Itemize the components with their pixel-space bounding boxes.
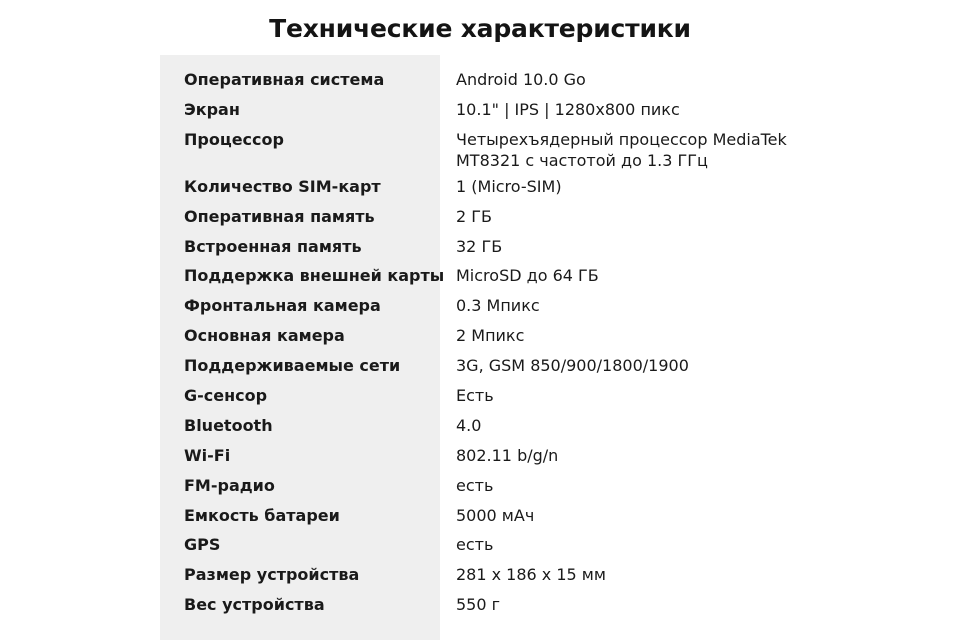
spec-row-sim (160, 172, 800, 202)
spec-value: Android 10.0 Go (456, 70, 586, 89)
spec-value: Четырехъядерный процессор MediaTek MT8321 с частотой до 1.3 ГГц (456, 129, 787, 170)
spec-row-gsensor (160, 381, 800, 411)
spec-value: 281 x 186 x 15 мм (456, 565, 606, 585)
spec-value: 10.1" | IPS | 1280x800 пикс (456, 99, 680, 119)
spec-value: 2 Мпикс (456, 326, 525, 346)
spec-value: 2 ГБ (456, 206, 492, 226)
spec-value: 550 г (456, 595, 501, 615)
spec-row-battery (160, 501, 800, 531)
spec-label: Основная камера (184, 326, 345, 346)
spec-value: 4.0 (456, 415, 482, 435)
spec-row-processor (160, 125, 800, 172)
spec-label: Поддерживаемые сети (184, 356, 401, 376)
spec-label: Встроенная память (184, 236, 362, 256)
spec-row-front-camera (160, 291, 800, 321)
spec-value: MicroSD до 64 ГБ (456, 266, 599, 286)
spec-label: Вес устройства (184, 595, 325, 615)
spec-row-bluetooth (160, 411, 800, 441)
spec-value: 5000 мАч (456, 505, 535, 525)
spec-row-wifi (160, 441, 800, 471)
spec-value: 32 ГБ (456, 236, 503, 256)
spec-row-main-camera (160, 321, 800, 351)
spec-label: Оперативная память (184, 206, 375, 226)
spec-row-fm (160, 471, 800, 501)
spec-row-networks (160, 351, 800, 381)
spec-row-os (160, 65, 800, 95)
spec-row-screen (160, 95, 800, 125)
spec-label: Процессор (184, 129, 284, 149)
spec-value: есть (456, 535, 494, 555)
spec-label: Фронтальная камера (184, 296, 381, 316)
spec-label: Поддержка внешней карты (184, 266, 445, 286)
spec-label: GPS (184, 535, 221, 555)
spec-label: Bluetooth (184, 415, 273, 435)
spec-row-gps (160, 530, 800, 560)
spec-label: Размер устройства (184, 565, 360, 585)
spec-label: Количество SIM-карт (184, 176, 381, 196)
spec-label: Оперативная система (184, 70, 385, 89)
spec-label: Экран (184, 99, 240, 119)
spec-label: G-сенсор (184, 386, 268, 406)
spec-value: 1 (Micro-SIM) (456, 176, 562, 196)
spec-label: Wi-Fi (184, 445, 231, 465)
page-title: Технические характеристики (269, 14, 691, 43)
spec-row-size (160, 560, 800, 590)
spec-value: 802.11 b/g/n (456, 445, 559, 465)
spec-row-ram (160, 202, 800, 232)
spec-row-card (160, 261, 800, 291)
spec-label: FM-радио (184, 475, 275, 495)
spec-row-weight (160, 590, 800, 620)
spec-table (160, 55, 800, 640)
spec-value: 3G, GSM 850/900/1800/1900 (456, 356, 689, 376)
spec-label: Емкость батареи (184, 505, 340, 525)
spec-rows (160, 65, 800, 620)
spec-value: есть (456, 475, 494, 495)
spec-row-storage (160, 232, 800, 262)
spec-value: 0.3 Мпикс (456, 296, 540, 316)
spec-value: Есть (456, 386, 494, 406)
